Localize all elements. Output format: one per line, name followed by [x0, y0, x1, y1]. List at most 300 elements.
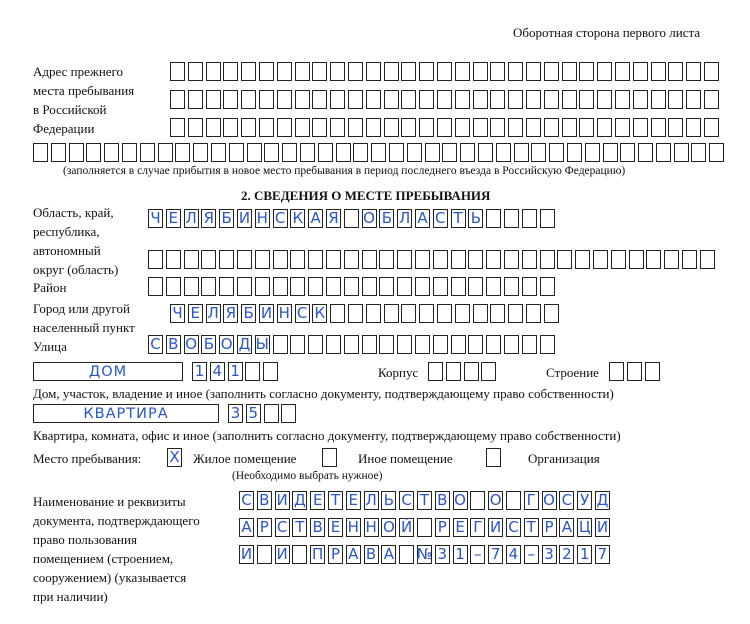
char-cell[interactable] — [326, 335, 341, 354]
char-cell[interactable] — [158, 143, 173, 162]
char-cell[interactable] — [575, 250, 590, 269]
char-cell[interactable] — [544, 62, 559, 81]
char-cell[interactable]: И — [276, 491, 288, 509]
char-cell[interactable] — [257, 545, 272, 564]
char-cell[interactable] — [362, 335, 377, 354]
char-cell[interactable] — [201, 277, 216, 296]
char-cell[interactable] — [562, 62, 577, 81]
char-cell[interactable] — [362, 250, 377, 269]
char-cell[interactable] — [486, 209, 501, 228]
char-cell[interactable] — [508, 304, 523, 323]
char-cell[interactable] — [389, 143, 404, 162]
char-cell[interactable] — [148, 277, 163, 296]
char-cell[interactable]: 1 — [192, 362, 207, 381]
char-cell[interactable] — [433, 335, 448, 354]
char-cell[interactable] — [379, 250, 394, 269]
char-cell[interactable] — [597, 62, 612, 81]
char-cell[interactable]: Е — [328, 518, 343, 537]
char-cell[interactable] — [704, 90, 719, 109]
char-cell[interactable]: Т — [524, 518, 539, 537]
char-cell[interactable] — [348, 304, 363, 323]
char-cell[interactable]: 1 — [577, 545, 592, 564]
char-cell[interactable]: Я — [326, 209, 341, 228]
char-cell[interactable] — [428, 362, 443, 381]
korpus-cells[interactable] — [428, 362, 496, 381]
char-cell[interactable]: Т — [451, 209, 466, 228]
char-cell[interactable] — [330, 118, 345, 137]
char-cell[interactable] — [219, 250, 234, 269]
char-cell[interactable]: Р — [542, 518, 557, 537]
char-cell[interactable] — [371, 143, 386, 162]
char-cell[interactable]: Ц — [578, 518, 591, 536]
char-cell[interactable]: 5 — [246, 404, 261, 423]
char-cell[interactable] — [437, 118, 452, 137]
char-cell[interactable] — [255, 277, 270, 296]
char-cell[interactable]: О — [543, 491, 555, 509]
char-cell[interactable] — [326, 250, 341, 269]
char-cell[interactable] — [522, 277, 537, 296]
char-cell[interactable] — [522, 250, 537, 269]
char-cell[interactable] — [633, 90, 648, 109]
char-cell[interactable] — [184, 277, 199, 296]
char-cell[interactable] — [401, 90, 416, 109]
char-cell[interactable]: 3 — [435, 545, 450, 564]
char-cell[interactable] — [219, 277, 234, 296]
char-cell[interactable] — [290, 335, 305, 354]
char-cell[interactable]: И — [238, 209, 251, 227]
char-cell[interactable] — [273, 335, 288, 354]
char-cell[interactable] — [522, 335, 537, 354]
char-cell[interactable]: Р — [328, 545, 343, 564]
char-cell[interactable] — [348, 90, 363, 109]
char-cell[interactable] — [237, 277, 252, 296]
char-cell[interactable] — [704, 118, 719, 137]
char-cell[interactable]: 1 — [228, 362, 243, 381]
char-cell[interactable] — [615, 118, 630, 137]
char-cell[interactable] — [308, 277, 323, 296]
char-cell[interactable] — [86, 143, 101, 162]
char-cell[interactable] — [540, 277, 555, 296]
char-cell[interactable] — [229, 143, 244, 162]
char-cell[interactable] — [223, 90, 238, 109]
char-cell[interactable]: Т — [417, 491, 432, 510]
char-cell[interactable] — [473, 304, 488, 323]
char-cell[interactable] — [504, 277, 519, 296]
char-cell[interactable]: 2 — [559, 545, 574, 564]
char-cell[interactable]: А — [381, 545, 396, 564]
char-cell[interactable] — [312, 118, 327, 137]
char-cell[interactable]: О — [363, 209, 375, 227]
char-cell[interactable] — [407, 143, 422, 162]
char-cell[interactable] — [433, 277, 448, 296]
char-cell[interactable] — [629, 250, 644, 269]
char-cell[interactable] — [526, 304, 541, 323]
char-cell[interactable] — [397, 335, 412, 354]
char-cell[interactable] — [700, 250, 715, 269]
char-cell[interactable] — [481, 362, 496, 381]
char-cell[interactable]: 7 — [488, 545, 503, 564]
char-cell[interactable] — [282, 143, 297, 162]
stroenie-cells[interactable] — [609, 362, 660, 381]
char-cell[interactable] — [166, 250, 181, 269]
char-cell[interactable] — [366, 62, 381, 81]
char-cell[interactable]: Н — [256, 209, 268, 227]
char-cell[interactable]: Б — [219, 209, 234, 228]
char-cell[interactable]: С — [273, 209, 288, 228]
char-cell[interactable] — [344, 277, 359, 296]
char-cell[interactable] — [567, 143, 582, 162]
char-cell[interactable] — [579, 62, 594, 81]
char-cell[interactable]: – — [470, 545, 485, 564]
char-cell[interactable] — [473, 62, 488, 81]
char-cell[interactable] — [486, 335, 501, 354]
char-cell[interactable]: А — [559, 518, 574, 537]
char-cell[interactable] — [104, 143, 119, 162]
char-cell[interactable] — [318, 143, 333, 162]
char-cell[interactable] — [366, 304, 381, 323]
char-cell[interactable] — [540, 209, 555, 228]
char-cell[interactable] — [468, 335, 483, 354]
char-cell[interactable] — [379, 335, 394, 354]
char-cell[interactable] — [615, 62, 630, 81]
char-cell[interactable] — [526, 62, 541, 81]
char-cell[interactable]: Т — [292, 518, 307, 537]
char-cell[interactable] — [170, 118, 185, 137]
char-cell[interactable]: Л — [207, 304, 219, 322]
char-cell[interactable] — [473, 118, 488, 137]
char-cell[interactable]: В — [435, 491, 450, 510]
char-cell[interactable] — [417, 518, 432, 537]
char-cell[interactable] — [549, 143, 564, 162]
char-cell[interactable] — [292, 545, 307, 564]
char-cell[interactable]: О — [454, 491, 466, 509]
document-cells-row-2[interactable] — [239, 518, 610, 537]
char-cell[interactable] — [312, 90, 327, 109]
char-cell[interactable] — [562, 90, 577, 109]
char-cell[interactable] — [263, 362, 278, 381]
char-cell[interactable] — [562, 118, 577, 137]
house-number-cells[interactable] — [192, 362, 278, 381]
char-cell[interactable] — [686, 118, 701, 137]
char-cell[interactable]: Г — [524, 491, 539, 510]
char-cell[interactable]: И — [260, 304, 273, 322]
char-cell[interactable]: Ч — [148, 209, 163, 228]
char-cell[interactable] — [682, 250, 697, 269]
char-cell[interactable] — [379, 277, 394, 296]
char-cell[interactable]: Н — [278, 304, 290, 322]
district-cells[interactable] — [148, 277, 555, 296]
char-cell[interactable] — [397, 277, 412, 296]
char-cell[interactable] — [468, 277, 483, 296]
char-cell[interactable] — [344, 209, 359, 228]
char-cell[interactable] — [175, 143, 190, 162]
char-cell[interactable]: Л — [399, 209, 411, 227]
char-cell[interactable]: А — [346, 545, 361, 564]
char-cell[interactable] — [638, 143, 653, 162]
char-cell[interactable]: А — [415, 209, 430, 228]
char-cell[interactable] — [273, 250, 288, 269]
char-cell[interactable] — [603, 143, 618, 162]
char-cell[interactable] — [397, 250, 412, 269]
char-cell[interactable] — [651, 62, 666, 81]
char-cell[interactable]: В — [310, 518, 325, 537]
char-cell[interactable] — [455, 304, 470, 323]
char-cell[interactable] — [557, 250, 572, 269]
prev-address-row-2[interactable] — [170, 90, 719, 109]
char-cell[interactable] — [419, 90, 434, 109]
char-cell[interactable] — [470, 491, 485, 510]
char-cell[interactable] — [437, 90, 452, 109]
char-cell[interactable] — [504, 250, 519, 269]
char-cell[interactable] — [69, 143, 84, 162]
char-cell[interactable] — [33, 143, 48, 162]
char-cell[interactable] — [544, 118, 559, 137]
char-cell[interactable] — [184, 250, 199, 269]
char-cell[interactable]: Д — [238, 335, 251, 353]
char-cell[interactable]: С — [295, 304, 310, 323]
char-cell[interactable]: А — [239, 518, 254, 537]
char-cell[interactable]: Л — [185, 209, 197, 227]
char-cell[interactable]: 7 — [595, 545, 610, 564]
char-cell[interactable]: Е — [310, 491, 325, 510]
char-cell[interactable] — [597, 90, 612, 109]
char-cell[interactable] — [259, 90, 274, 109]
char-cell[interactable] — [264, 404, 279, 423]
char-cell[interactable] — [451, 250, 466, 269]
char-cell[interactable]: Ь — [468, 209, 483, 228]
char-cell[interactable] — [486, 250, 501, 269]
char-cell[interactable] — [245, 362, 260, 381]
char-cell[interactable] — [490, 62, 505, 81]
char-cell[interactable]: И — [276, 545, 288, 563]
char-cell[interactable]: 3 — [228, 404, 243, 423]
char-cell[interactable] — [308, 250, 323, 269]
char-cell[interactable] — [399, 545, 414, 564]
char-cell[interactable] — [468, 250, 483, 269]
char-cell[interactable]: Ч — [170, 304, 185, 323]
char-cell[interactable] — [401, 118, 416, 137]
char-cell[interactable] — [401, 62, 416, 81]
char-cell[interactable] — [460, 143, 475, 162]
other-premises-checkbox[interactable] — [322, 448, 337, 467]
organization-checkbox[interactable] — [486, 448, 501, 467]
char-cell[interactable] — [336, 143, 351, 162]
char-cell[interactable] — [401, 304, 416, 323]
char-cell[interactable] — [290, 250, 305, 269]
char-cell[interactable] — [348, 62, 363, 81]
char-cell[interactable] — [201, 250, 216, 269]
char-cell[interactable] — [620, 143, 635, 162]
char-cell[interactable] — [645, 362, 660, 381]
char-cell[interactable] — [540, 335, 555, 354]
char-cell[interactable] — [585, 143, 600, 162]
char-cell[interactable] — [330, 62, 345, 81]
char-cell[interactable]: С — [559, 491, 574, 510]
char-cell[interactable] — [442, 143, 457, 162]
char-cell[interactable] — [464, 362, 479, 381]
char-cell[interactable] — [264, 143, 279, 162]
char-cell[interactable] — [544, 90, 559, 109]
char-cell[interactable] — [531, 143, 546, 162]
char-cell[interactable] — [188, 62, 203, 81]
char-cell[interactable] — [433, 250, 448, 269]
char-cell[interactable] — [140, 143, 155, 162]
char-cell[interactable] — [277, 118, 292, 137]
char-cell[interactable] — [514, 143, 529, 162]
char-cell[interactable]: 1 — [453, 545, 468, 564]
prev-address-row-3[interactable] — [170, 118, 719, 137]
char-cell[interactable] — [691, 143, 706, 162]
char-cell[interactable] — [609, 362, 624, 381]
char-cell[interactable] — [668, 118, 683, 137]
char-cell[interactable] — [148, 250, 163, 269]
char-cell[interactable] — [362, 277, 377, 296]
char-cell[interactable]: Р — [257, 518, 272, 537]
char-cell[interactable] — [312, 62, 327, 81]
prev-address-row-1[interactable] — [170, 62, 719, 81]
char-cell[interactable]: Б — [241, 304, 256, 323]
char-cell[interactable] — [419, 62, 434, 81]
char-cell[interactable] — [193, 143, 208, 162]
char-cell[interactable] — [241, 118, 256, 137]
region-cells[interactable] — [148, 209, 555, 228]
char-cell[interactable]: О — [382, 518, 395, 536]
char-cell[interactable] — [490, 90, 505, 109]
char-cell[interactable] — [353, 143, 368, 162]
char-cell[interactable] — [437, 62, 452, 81]
char-cell[interactable]: 4 — [506, 545, 521, 564]
char-cell[interactable] — [295, 62, 310, 81]
prev-address-row-4[interactable] — [33, 143, 724, 162]
char-cell[interactable] — [508, 62, 523, 81]
char-cell[interactable]: 3 — [542, 545, 557, 564]
char-cell[interactable] — [281, 404, 296, 423]
char-cell[interactable] — [273, 277, 288, 296]
char-cell[interactable] — [277, 62, 292, 81]
char-cell[interactable]: С — [399, 491, 414, 510]
char-cell[interactable] — [290, 277, 305, 296]
char-cell[interactable] — [419, 304, 434, 323]
char-cell[interactable]: С — [148, 335, 163, 354]
char-cell[interactable] — [295, 90, 310, 109]
char-cell[interactable] — [308, 335, 323, 354]
char-cell[interactable]: Д — [596, 491, 609, 509]
char-cell[interactable] — [633, 118, 648, 137]
char-cell[interactable] — [506, 491, 521, 510]
char-cell[interactable]: 4 — [210, 362, 225, 381]
char-cell[interactable]: О — [185, 335, 197, 353]
char-cell[interactable] — [366, 118, 381, 137]
char-cell[interactable] — [611, 250, 626, 269]
char-cell[interactable]: Л — [365, 491, 377, 509]
char-cell[interactable] — [259, 118, 274, 137]
char-cell[interactable]: Н — [347, 518, 359, 536]
char-cell[interactable]: Р — [435, 518, 450, 537]
char-cell[interactable] — [170, 90, 185, 109]
char-cell[interactable] — [455, 118, 470, 137]
char-cell[interactable]: Б — [201, 335, 216, 354]
street-cells[interactable] — [148, 335, 555, 354]
char-cell[interactable]: Е — [346, 491, 361, 510]
char-cell[interactable] — [255, 250, 270, 269]
char-cell[interactable]: Т — [328, 491, 343, 510]
char-cell[interactable]: С — [506, 518, 521, 537]
char-cell[interactable] — [446, 362, 461, 381]
char-cell[interactable] — [504, 335, 519, 354]
char-cell[interactable] — [51, 143, 66, 162]
char-cell[interactable]: Н — [365, 518, 377, 536]
char-cell[interactable]: С — [275, 518, 290, 537]
char-cell[interactable] — [437, 304, 452, 323]
char-cell[interactable]: А — [308, 209, 323, 228]
char-cell[interactable] — [490, 118, 505, 137]
char-cell[interactable] — [384, 304, 399, 323]
char-cell[interactable] — [384, 118, 399, 137]
char-cell[interactable] — [451, 277, 466, 296]
char-cell[interactable]: И — [490, 518, 502, 536]
char-cell[interactable]: Ы — [255, 335, 269, 353]
char-cell[interactable] — [668, 62, 683, 81]
document-cells-row-3[interactable] — [239, 545, 610, 564]
char-cell[interactable] — [668, 90, 683, 109]
char-cell[interactable] — [366, 90, 381, 109]
char-cell[interactable] — [593, 250, 608, 269]
char-cell[interactable]: Е — [166, 209, 181, 228]
char-cell[interactable]: – — [524, 545, 539, 564]
char-cell[interactable] — [344, 335, 359, 354]
char-cell[interactable]: Я — [223, 304, 238, 323]
char-cell[interactable]: С — [239, 491, 254, 510]
char-cell[interactable]: В — [364, 545, 379, 564]
char-cell[interactable] — [664, 250, 679, 269]
char-cell[interactable] — [415, 277, 430, 296]
char-cell[interactable]: И — [596, 518, 609, 536]
apartment-number-cells[interactable] — [228, 404, 296, 423]
char-cell[interactable] — [473, 90, 488, 109]
char-cell[interactable] — [277, 90, 292, 109]
char-cell[interactable] — [709, 143, 724, 162]
char-cell[interactable]: Е — [188, 304, 203, 323]
char-cell[interactable] — [651, 118, 666, 137]
char-cell[interactable] — [384, 62, 399, 81]
house-type-box[interactable]: ДОМ — [33, 362, 183, 381]
char-cell[interactable] — [455, 90, 470, 109]
char-cell[interactable] — [686, 62, 701, 81]
char-cell[interactable] — [674, 143, 689, 162]
char-cell[interactable]: Е — [453, 518, 468, 537]
char-cell[interactable] — [241, 90, 256, 109]
char-cell[interactable] — [615, 90, 630, 109]
char-cell[interactable]: Я — [201, 209, 216, 228]
residential-checkbox[interactable]: Х — [167, 448, 182, 467]
char-cell[interactable] — [651, 90, 666, 109]
char-cell[interactable] — [646, 250, 661, 269]
char-cell[interactable] — [326, 277, 341, 296]
char-cell[interactable]: У — [577, 491, 592, 510]
char-cell[interactable] — [425, 143, 440, 162]
char-cell[interactable] — [415, 250, 430, 269]
char-cell[interactable] — [526, 90, 541, 109]
char-cell[interactable]: В — [166, 335, 181, 354]
char-cell[interactable] — [384, 90, 399, 109]
char-cell[interactable]: С — [433, 209, 448, 228]
char-cell[interactable] — [188, 90, 203, 109]
region-cells-row-2[interactable] — [148, 250, 715, 269]
char-cell[interactable] — [597, 118, 612, 137]
document-cells-row-1[interactable] — [239, 491, 610, 510]
char-cell[interactable] — [211, 143, 226, 162]
char-cell[interactable]: К — [312, 304, 327, 323]
